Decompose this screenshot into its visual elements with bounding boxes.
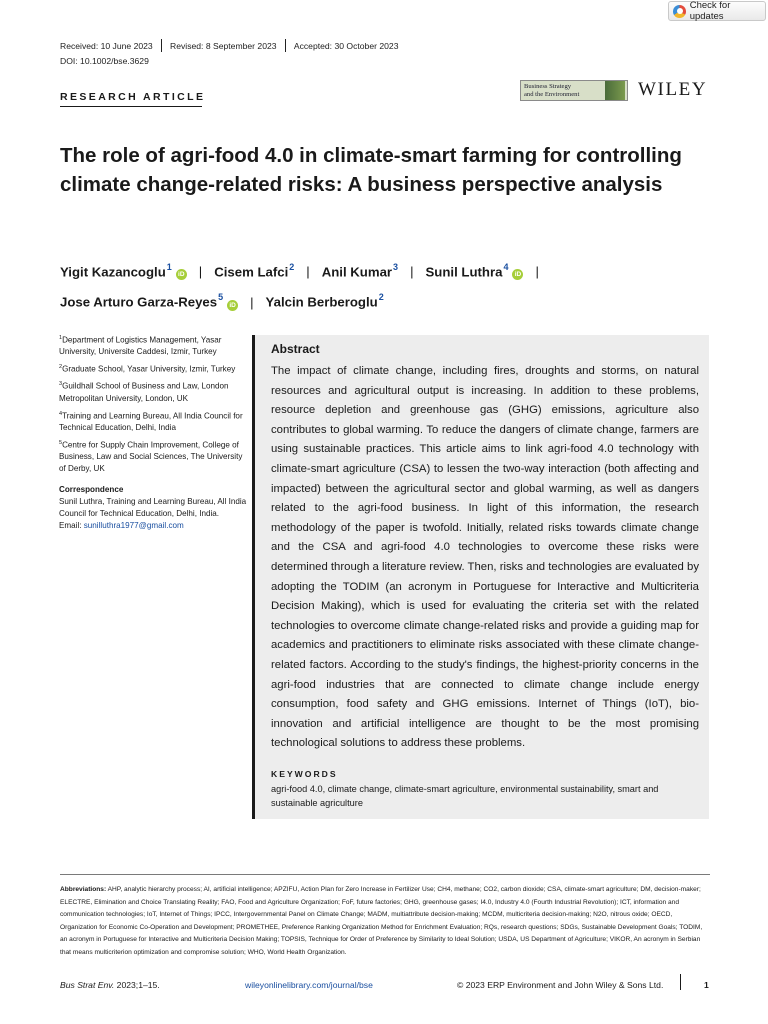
author-separator: | bbox=[250, 294, 254, 310]
author-name[interactable]: Sunil Luthra bbox=[425, 264, 503, 280]
revised-date: Revised: 8 September 2023 bbox=[170, 40, 277, 51]
author-line-2 bbox=[60, 285, 720, 315]
affiliation-text: Centre for Supply Chain Improvement, College of Business, Law and Social Sciences, The University of Derby, UK bbox=[59, 440, 243, 473]
page-number: 1 bbox=[704, 980, 709, 990]
author-affil-num: 1 bbox=[166, 262, 172, 272]
affiliation-text: Department of Logistics Management, Yasar University, Universite Caddesi, Izmir, Turkey bbox=[59, 335, 222, 357]
author-affil-num: 5 bbox=[218, 292, 224, 303]
keywords-heading: KEYWORDS bbox=[271, 769, 338, 779]
affiliation bbox=[59, 333, 247, 358]
affiliation-text: Graduate School, Yasar University, Izmir, Turkey bbox=[62, 364, 236, 374]
author-name[interactable]: Yigit Kazancoglu bbox=[60, 264, 166, 280]
check-for-updates-button[interactable] bbox=[668, 1, 766, 21]
doi[interactable]: DOI: 10.1002/bse.3629 bbox=[60, 56, 149, 66]
correspondence-email-link[interactable]: sunilluthra1977@gmail.com bbox=[83, 520, 184, 530]
author-name[interactable]: Cisem Lafci bbox=[214, 264, 289, 280]
divider bbox=[285, 39, 286, 52]
abstract-body: The impact of climate change, including fires, droughts and storms, on natural resources and agricultural output is increasing. In addition to these problems, resource depletion and greenhouse gas (GHG) emissions, agriculture also contributes to global warming. To reduce the dangers of climate change, farmers are using sustainable practices. This article aims to link agri-food 4.0 technology with climate-smart agriculture (CSA) to lessen the two-way interaction (both affecting and impacted) between the agricultural sector and global warming, as well as dangers related to the agri-food business. In light of this information, the research methodology of the paper is twofold. Initially, related risks towards climate change and the CSA and agri-food 4.0 technologies to overcome these risks were determined through a literature review. Then, risks and technologies are evaluated by adopting the TODIM (an acronym in Portuguese for Interactive and Multicriteria Decision Making), which is used for evaluating the criteria set with the related technologies to overcome climate change-related risks and provide a guiding map for academics and practitioners to eliminate risks associated with these climate change-related factors. According to the study's findings, the highest-priority concerns in the agri-food industries that are connected to climate change include energy consumption, food safety and GHG emissions. Internet of Things (IoT), bio-innovation and artificial intelligence are thought to be the most promising technological solutions to address these problems. bbox=[271, 365, 699, 750]
affiliation-num: 4 bbox=[59, 410, 63, 417]
publisher-logo[interactable]: WILEY bbox=[638, 79, 708, 100]
affiliation-num: 5 bbox=[59, 439, 63, 446]
affiliation bbox=[59, 409, 247, 434]
article-type-underline bbox=[60, 106, 202, 107]
affiliation bbox=[59, 379, 247, 404]
author-line-1 bbox=[60, 255, 720, 285]
affiliations-column bbox=[59, 333, 247, 535]
author-affil-num: 3 bbox=[393, 262, 399, 272]
author-name[interactable]: Yalcin Berberoglu bbox=[265, 294, 378, 310]
correspondence-address: Sunil Luthra, Training and Learning Bureau, All India Council for Technical Education, Delhi, India. bbox=[59, 497, 247, 518]
check-for-updates-label: Check for updates bbox=[689, 0, 731, 22]
footer-journal: Bus Strat Env. bbox=[60, 980, 115, 990]
footer-journal-link[interactable]: wileyonlinelibrary.com/journal/bse bbox=[245, 980, 373, 990]
accepted-date: Accepted: 30 October 2023 bbox=[293, 40, 399, 51]
abstract-heading: Abstract bbox=[271, 342, 320, 356]
article-title: The role of agri-food 4.0 in climate-smart farming for controlling climate change-related risks: A business perspective analysis bbox=[60, 144, 682, 196]
footnote-divider bbox=[60, 874, 710, 875]
article-type: RESEARCH ARTICLE bbox=[60, 91, 206, 103]
affiliation-num: 3 bbox=[59, 381, 63, 388]
author-affil-num: 4 bbox=[503, 262, 509, 272]
author-affil-num: 2 bbox=[289, 262, 295, 272]
orcid-icon[interactable]: iD bbox=[176, 269, 187, 280]
affiliation bbox=[59, 438, 247, 475]
affiliation-num: 1 bbox=[59, 335, 63, 341]
author-list bbox=[60, 255, 720, 316]
correspondence-heading: Correspondence bbox=[59, 485, 124, 495]
affiliation-text: Training and Learning Bureau, All India Council for Technical Education, Delhi, India bbox=[59, 411, 243, 432]
author-separator: | bbox=[306, 264, 310, 280]
footer-volume: 2023;1–15. bbox=[114, 980, 160, 990]
keywords-list: agri-food 4.0, climate change, climate-smart agriculture, environmental sustainability, smart and sustainable agriculture bbox=[271, 784, 659, 808]
author-name[interactable]: Anil Kumar bbox=[321, 264, 393, 280]
journal-logo-line2: and the Environment bbox=[524, 90, 580, 98]
author-name[interactable]: Jose Arturo Garza-Reyes bbox=[60, 294, 218, 310]
journal-logo[interactable] bbox=[520, 80, 628, 101]
correspondence-text bbox=[59, 496, 247, 531]
abbreviations-text: AHP, analytic hierarchy process; AI, artificial intelligence; APZIFU, Action Plan for Zero Increase in Fertilizer Use; CH4, methane; CO2, carbon dioxide; CSA, climate-smart agriculture; DM, decision-maker; ELECTRE, Elimination and Choice Translating Reality; FAO, Food and Agriculture Organization; FoF, future factories; GHG, greenhouse gases; I4.0, Industry 4.0 (Fourth Industrial Revolution); ICT, information and communication technologies; IoT, Internet of Things; IPCC, Intergovernmental Panel on Climate Change; MADM, multiattribute decision-making; MCDM, multicriteria decision-making; N2O, nitrous oxide; OECD, Organization for Economic Co-Operation and Development; PROMETHEE, Preference Ranking Organization Method for Enrichment Evaluation; RQs, research questions; SDGs, Sustainable Development Goals; TODIM, an acronym in Portuguese for Interactive and Multicriteria Decision Making; TOPSIS, Technique for Order of Preference by Similarity to Ideal Solution; USDA, US Department of Agriculture; VIKOR, An acronym in Serbian that means multicriterion optimization and compromise solution; WHO, World Health Organization. bbox=[60, 886, 703, 956]
history-dates bbox=[60, 39, 398, 52]
divider bbox=[161, 39, 162, 52]
abbreviations-label: Abbreviations: bbox=[60, 886, 107, 893]
footer-copyright: © 2023 ERP Environment and John Wiley & Sons Ltd. bbox=[457, 980, 664, 990]
abstract-box bbox=[252, 335, 709, 819]
footer-citation bbox=[60, 980, 160, 990]
orcid-icon[interactable]: iD bbox=[227, 300, 238, 311]
author-separator: | bbox=[198, 264, 203, 280]
journal-cover-band bbox=[605, 81, 625, 100]
journal-logo-line1: Business Strategy bbox=[524, 83, 572, 91]
affiliation-num: 2 bbox=[59, 364, 63, 371]
orcid-icon[interactable]: iD bbox=[512, 269, 523, 280]
crossmark-icon bbox=[673, 5, 686, 18]
affiliation-text: Guildhall School of Business and Law, London Metropolitan University, London, UK bbox=[59, 382, 229, 403]
author-affil-num: 2 bbox=[378, 292, 384, 303]
author-separator: | bbox=[535, 264, 539, 280]
email-label: Email: bbox=[59, 520, 84, 530]
received-date: Received: 10 June 2023 bbox=[60, 40, 153, 51]
author-separator: | bbox=[410, 264, 414, 280]
affiliation bbox=[59, 362, 247, 375]
footer-divider bbox=[680, 974, 681, 990]
abbreviations-footnote bbox=[60, 884, 710, 959]
